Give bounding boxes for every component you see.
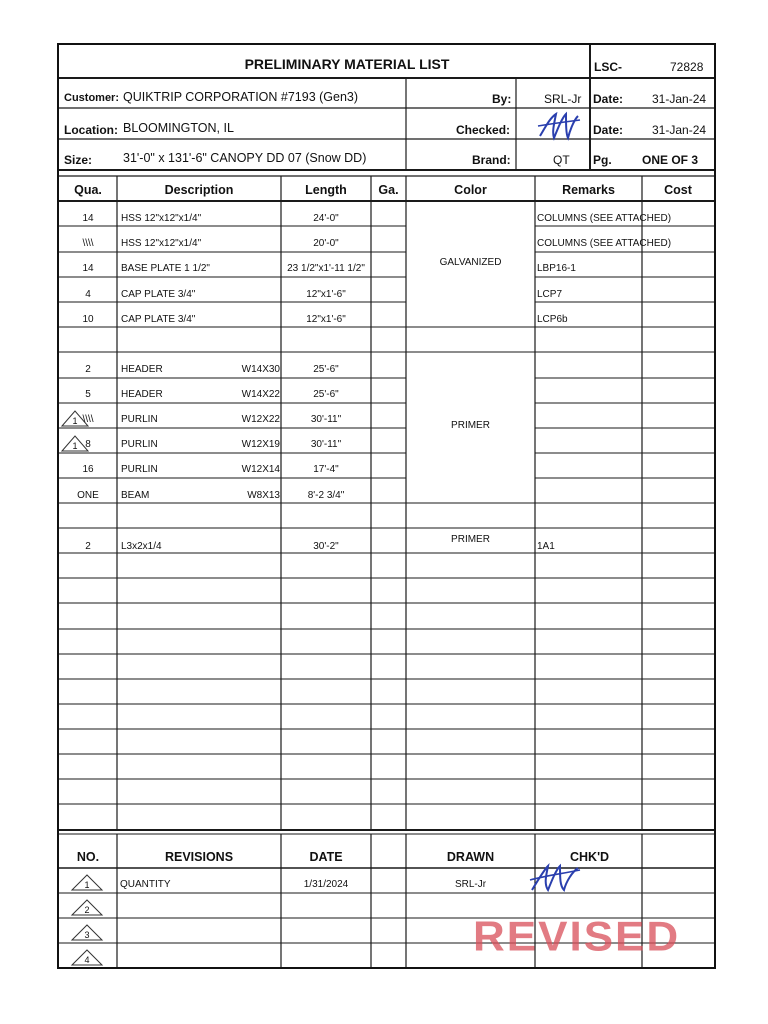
row-size: W14X30 <box>241 364 280 375</box>
page-title: PRELIMINARY MATERIAL LIST <box>244 56 450 72</box>
row-remarks: COLUMNS (SEE ATTACHED) <box>537 238 672 249</box>
brand-label: Brand: <box>472 153 511 167</box>
by-value: SRL-Jr <box>544 92 582 106</box>
checked-label: Checked: <box>456 123 511 137</box>
row-remarks: COLUMNS (SEE ATTACHED) <box>537 213 672 224</box>
col-header-description: Description <box>164 183 234 197</box>
row-length: 25'-6" <box>313 364 339 375</box>
row-qty: \\\\ <box>82 238 94 249</box>
row-description: BEAM <box>121 490 150 501</box>
row-description: PURLIN <box>121 464 158 475</box>
revision-description: QUANTITY <box>120 879 171 890</box>
row-length: 20'-0" <box>313 238 339 249</box>
row-length: 8'-2 3/4" <box>307 490 345 501</box>
size-label: Size: <box>64 153 93 167</box>
color-group-primer-2: PRIMER <box>451 534 490 545</box>
checked-signature-icon <box>536 108 582 144</box>
svg-text:3: 3 <box>84 930 90 940</box>
color-group-primer: PRIMER <box>451 420 490 431</box>
row-size: W12X22 <box>241 414 280 425</box>
lsc-label: LSC- <box>594 60 622 74</box>
rev-header-chkd: CHK'D <box>570 850 610 864</box>
color-group-galvanized: GALVANIZED <box>439 257 502 268</box>
col-header-remarks: Remarks <box>562 183 615 197</box>
row-remarks: LCP6b <box>537 314 568 325</box>
date2-value: 31-Jan-24 <box>652 123 707 137</box>
col-header-qty: Qua. <box>74 183 102 197</box>
row-size: W12X14 <box>241 464 280 475</box>
size-value: 31'-0" x 131'-6" CANOPY DD 07 (Snow DD) <box>123 151 367 165</box>
revision-number-triangle-icon <box>70 949 104 967</box>
row-description: L3x2x1/4 <box>121 541 162 552</box>
row-qty: 5 <box>85 389 91 400</box>
row-description: PURLIN <box>121 439 158 450</box>
row-length: 30'-11" <box>310 414 342 425</box>
row-size: W12X19 <box>241 439 280 450</box>
row-qty: ONE <box>77 490 99 501</box>
lsc-number: 72828 <box>670 60 704 74</box>
col-header-gauge: Ga. <box>378 183 399 197</box>
revision-triangle-icon <box>60 410 90 428</box>
row-length: 30'-2" <box>313 541 339 552</box>
row-qty: 2 <box>85 541 91 552</box>
page-value: ONE OF 3 <box>642 153 699 167</box>
row-size: W14X22 <box>241 389 280 400</box>
row-length: 12"x1'-6" <box>306 289 346 300</box>
rev-header-date: DATE <box>309 850 343 864</box>
revision-drawn: SRL-Jr <box>454 879 487 890</box>
row-description: CAP PLATE 3/4" <box>121 314 196 325</box>
revision-triangle-icon <box>60 435 90 453</box>
row-qty: 10 <box>82 314 94 325</box>
row-length: 17'-4" <box>313 464 339 475</box>
row-description: HEADER <box>121 364 163 375</box>
col-header-length: Length <box>305 183 347 197</box>
location-label: Location: <box>64 123 118 137</box>
svg-text:1: 1 <box>72 441 78 451</box>
row-qty: 16 <box>82 464 94 475</box>
row-qty: 2 <box>85 364 91 375</box>
col-header-cost: Cost <box>664 183 692 197</box>
svg-text:2: 2 <box>84 905 90 915</box>
row-length: 30'-11" <box>310 439 342 450</box>
svg-text:4: 4 <box>84 955 90 965</box>
page-label: Pg. <box>593 153 612 167</box>
row-description: HSS 12"x12"x1/4" <box>121 238 202 249</box>
row-length: 25'-6" <box>313 389 339 400</box>
row-qty: \\\\ <box>82 414 94 425</box>
row-remarks: LCP7 <box>537 289 563 300</box>
rev-header-drawn: DRAWN <box>446 850 495 864</box>
customer-label: Customer: <box>64 92 120 104</box>
row-remarks: 1A1 <box>537 541 555 552</box>
rev-header-revisions: REVISIONS <box>164 850 234 864</box>
row-qty: 14 <box>82 213 94 224</box>
date2-label: Date: <box>593 123 624 137</box>
date-value: 31-Jan-24 <box>652 92 707 106</box>
row-qty: 8 <box>85 439 91 450</box>
by-label: By: <box>492 92 512 106</box>
row-description: HSS 12"x12"x1/4" <box>121 213 202 224</box>
row-size: W8X13 <box>247 490 280 501</box>
revision-number-triangle-icon <box>70 899 104 917</box>
revised-stamp: REVISED <box>473 913 681 960</box>
chkd-signature-icon <box>528 860 584 896</box>
row-description: PURLIN <box>121 414 158 425</box>
revision-date: 1/31/2024 <box>303 879 349 890</box>
row-length: 23 1/2"x1'-11 1/2" <box>287 263 365 274</box>
location-value: BLOOMINGTON, IL <box>123 121 234 135</box>
row-qty: 4 <box>85 289 91 300</box>
svg-text:1: 1 <box>72 416 78 426</box>
rev-header-no: NO. <box>76 850 100 864</box>
col-header-color: Color <box>454 183 487 197</box>
revision-number-triangle-icon <box>70 874 104 892</box>
row-length: 24'-0" <box>313 213 339 224</box>
row-description: BASE PLATE 1 1/2" <box>121 263 210 274</box>
customer-value: QUIKTRIP CORPORATION #7193 (Gen3) <box>123 90 359 104</box>
row-description: HEADER <box>121 389 163 400</box>
date-label: Date: <box>593 92 624 106</box>
revision-number-triangle-icon <box>70 924 104 942</box>
svg-text:1: 1 <box>84 880 90 890</box>
row-length: 12"x1'-6" <box>306 314 346 325</box>
row-qty: 14 <box>82 263 94 274</box>
brand-value: QT <box>553 153 570 167</box>
row-remarks: LBP16-1 <box>537 263 576 274</box>
row-description: CAP PLATE 3/4" <box>121 289 196 300</box>
